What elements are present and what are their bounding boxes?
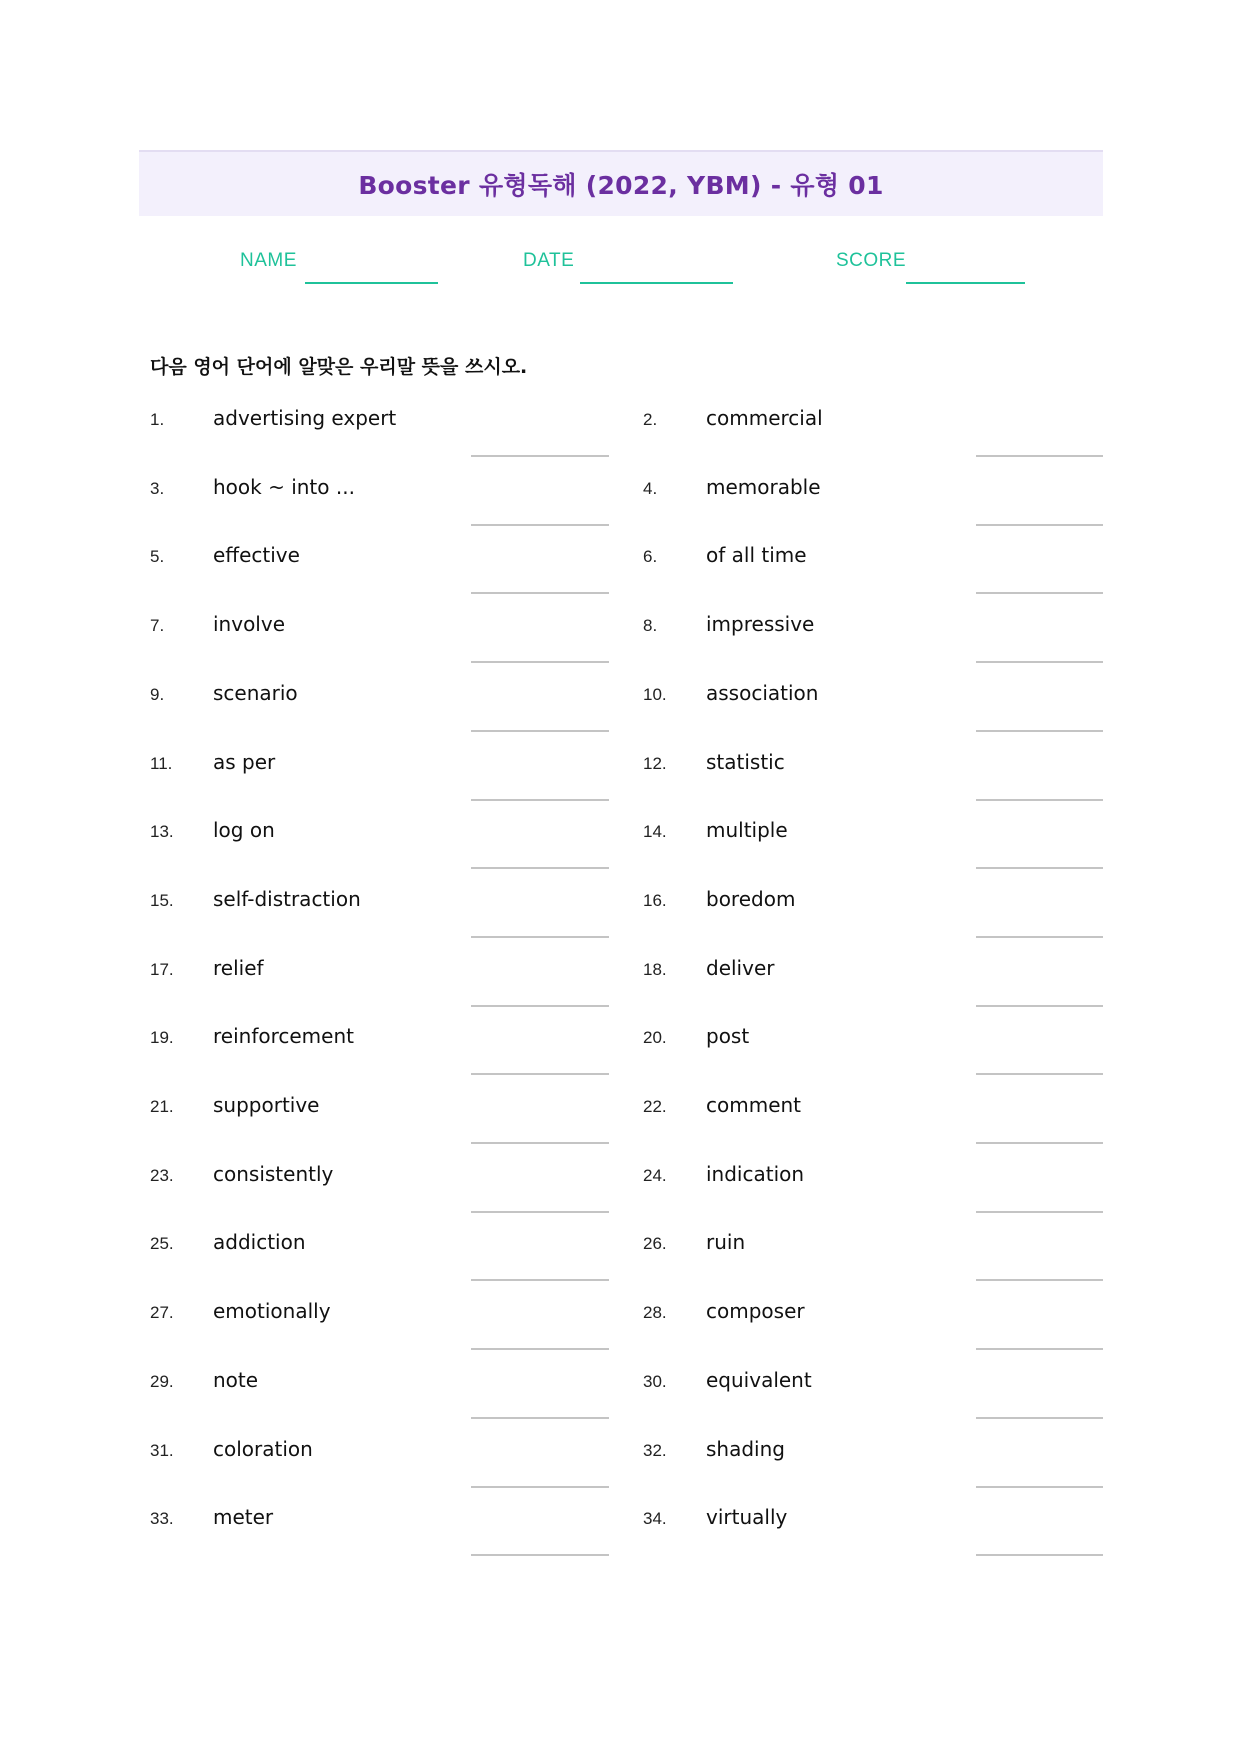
- answer-blank[interactable]: [471, 1417, 609, 1419]
- item-number: 33.: [150, 1509, 174, 1528]
- instruction-text: 다음 영어 단어에 알맞은 우리말 뜻을 쓰시오.: [150, 356, 528, 378]
- answer-blank[interactable]: [976, 1554, 1103, 1556]
- item-number: 18.: [643, 960, 667, 979]
- score-label: SCORE: [836, 250, 907, 271]
- item-number: 19.: [150, 1028, 174, 1047]
- item-word: addiction: [213, 1230, 306, 1254]
- name-blank[interactable]: [305, 282, 438, 284]
- item-number: 20.: [643, 1028, 667, 1047]
- item-word: statistic: [706, 750, 785, 774]
- item-word: shading: [706, 1437, 785, 1461]
- answer-blank[interactable]: [976, 1005, 1103, 1007]
- item-number: 14.: [643, 822, 667, 841]
- item-word: ruin: [706, 1230, 746, 1254]
- answer-blank[interactable]: [471, 730, 609, 732]
- item-word: boredom: [706, 887, 796, 911]
- answer-blank[interactable]: [976, 1073, 1103, 1075]
- answer-blank[interactable]: [976, 1417, 1103, 1419]
- item-number: 3.: [150, 479, 165, 498]
- item-word: log on: [213, 818, 275, 842]
- item-word: commercial: [706, 406, 823, 430]
- item-word: equivalent: [706, 1368, 812, 1392]
- item-word: deliver: [706, 956, 775, 980]
- date-label: DATE: [523, 250, 575, 271]
- item-number: 6.: [643, 547, 658, 566]
- item-word: hook ~ into ...: [213, 475, 355, 499]
- item-number: 23.: [150, 1166, 174, 1185]
- item-word: self-distraction: [213, 887, 361, 911]
- item-number: 9.: [150, 685, 165, 704]
- item-word: indication: [706, 1162, 805, 1186]
- answer-blank[interactable]: [976, 799, 1103, 801]
- item-number: 26.: [643, 1234, 667, 1253]
- answer-blank[interactable]: [976, 1142, 1103, 1144]
- answer-blank[interactable]: [471, 1554, 609, 1556]
- answer-blank[interactable]: [471, 1211, 609, 1213]
- item-number: 34.: [643, 1509, 667, 1528]
- item-word: meter: [213, 1505, 274, 1529]
- item-number: 17.: [150, 960, 174, 979]
- item-word: memorable: [706, 475, 821, 499]
- item-number: 2.: [643, 410, 658, 429]
- item-number: 10.: [643, 685, 667, 704]
- answer-blank[interactable]: [976, 1486, 1103, 1488]
- answer-blank[interactable]: [471, 799, 609, 801]
- item-word: composer: [706, 1299, 805, 1323]
- item-number: 15.: [150, 891, 174, 910]
- answer-blank[interactable]: [976, 661, 1103, 663]
- date-blank[interactable]: [580, 282, 733, 284]
- item-number: 1.: [150, 410, 165, 429]
- item-number: 30.: [643, 1372, 667, 1391]
- answer-blank[interactable]: [471, 661, 609, 663]
- item-word: consistently: [213, 1162, 334, 1186]
- answer-blank[interactable]: [471, 524, 609, 526]
- answer-blank[interactable]: [976, 936, 1103, 938]
- item-word: relief: [213, 956, 264, 980]
- answer-blank[interactable]: [471, 455, 609, 457]
- answer-blank[interactable]: [976, 592, 1103, 594]
- item-number: 5.: [150, 547, 165, 566]
- item-number: 28.: [643, 1303, 667, 1322]
- item-number: 13.: [150, 822, 174, 841]
- item-word: emotionally: [213, 1299, 331, 1323]
- item-number: 32.: [643, 1441, 667, 1460]
- item-number: 31.: [150, 1441, 174, 1460]
- answer-blank[interactable]: [471, 1486, 609, 1488]
- answer-blank[interactable]: [471, 1279, 609, 1281]
- item-number: 7.: [150, 616, 165, 635]
- answer-blank[interactable]: [976, 1348, 1103, 1350]
- item-number: 25.: [150, 1234, 174, 1253]
- item-number: 27.: [150, 1303, 174, 1322]
- answer-blank[interactable]: [471, 867, 609, 869]
- name-label: NAME: [240, 250, 297, 271]
- answer-blank[interactable]: [976, 455, 1103, 457]
- item-number: 22.: [643, 1097, 667, 1116]
- answer-blank[interactable]: [976, 1279, 1103, 1281]
- answer-blank[interactable]: [471, 592, 609, 594]
- item-number: 21.: [150, 1097, 174, 1116]
- item-number: 24.: [643, 1166, 667, 1185]
- answer-blank[interactable]: [976, 1211, 1103, 1213]
- item-word: association: [706, 681, 819, 705]
- item-word: reinforcement: [213, 1024, 354, 1048]
- answer-blank[interactable]: [976, 524, 1103, 526]
- item-word: multiple: [706, 818, 788, 842]
- answer-blank[interactable]: [471, 1073, 609, 1075]
- item-number: 4.: [643, 479, 658, 498]
- answer-blank[interactable]: [471, 1005, 609, 1007]
- item-word: virtually: [706, 1505, 788, 1529]
- item-number: 16.: [643, 891, 667, 910]
- answer-blank[interactable]: [976, 867, 1103, 869]
- item-word: advertising expert: [213, 406, 397, 430]
- item-word: note: [213, 1368, 259, 1392]
- item-number: 12.: [643, 754, 667, 773]
- item-word: scenario: [213, 681, 298, 705]
- answer-blank[interactable]: [471, 1142, 609, 1144]
- item-word: effective: [213, 543, 300, 567]
- score-blank[interactable]: [906, 282, 1025, 284]
- page-title: Booster 유형독해 (2022, YBM) - 유형 01: [358, 171, 884, 200]
- item-word: post: [706, 1024, 750, 1048]
- item-word: impressive: [706, 612, 815, 636]
- item-number: 8.: [643, 616, 658, 635]
- answer-blank[interactable]: [471, 1348, 609, 1350]
- answer-blank[interactable]: [976, 730, 1103, 732]
- item-word: involve: [213, 612, 286, 636]
- item-number: 29.: [150, 1372, 174, 1391]
- item-word: as per: [213, 750, 276, 774]
- answer-blank[interactable]: [471, 936, 609, 938]
- item-word: supportive: [213, 1093, 320, 1117]
- item-word: coloration: [213, 1437, 313, 1461]
- item-word: comment: [706, 1093, 802, 1117]
- title-bar: [139, 150, 1103, 216]
- item-word: of all time: [706, 543, 807, 567]
- item-number: 11.: [150, 754, 173, 773]
